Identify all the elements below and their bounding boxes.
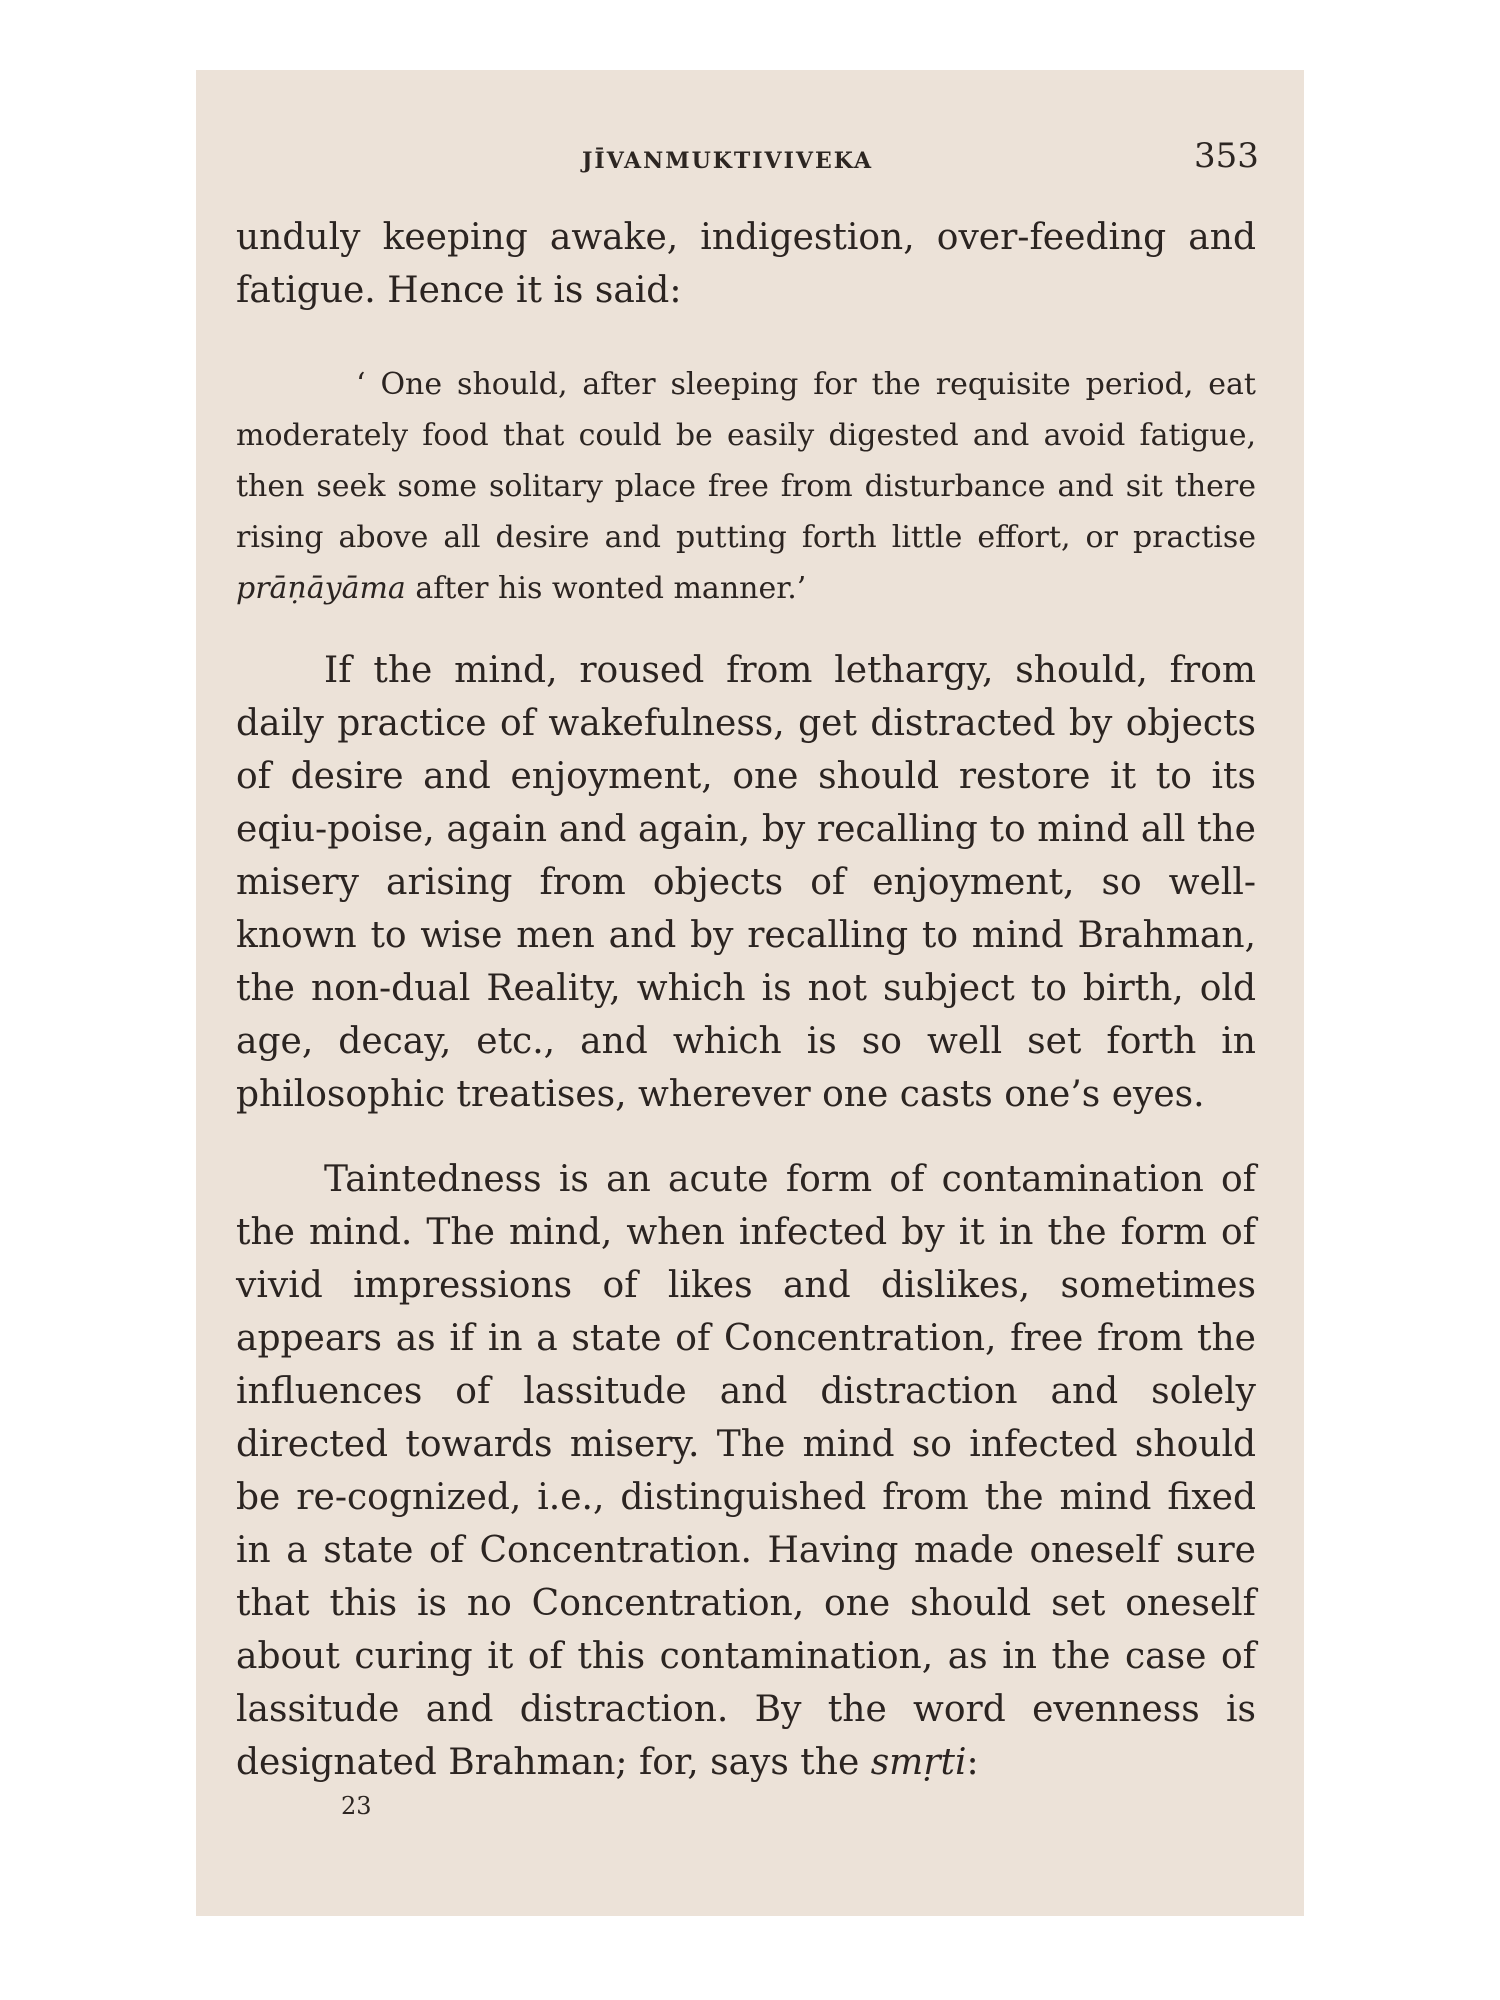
paragraph-wakefulness: If the mind, roused from lethargy, should, from daily practice of wakefulness, get distracted by objects of desire and enjoyment, one should restore it to its eqiu-poise, again and again, by recalling to mind all the misery arising from objects of enjoyment, so well-known to wise men and by recalling to mind Brahman, the non-dual Reality, which is not subject to birth, old age, decay, etc., and which is so well set forth in philosophic treatises, wherever one casts one’s eyes. [236,650,1256,1115]
signature-mark: 23 [341,1792,372,1820]
paragraph-taintedness [236,1153,1256,1789]
running-title: JĪVANMUKTIVIVEKA [582,148,874,174]
taintedness-text: Taintedness is an acute form of contamination of the mind. The mind, when infected by it in the form of vivid impressions of likes and dislikes, sometimes appears as if in a state of Concentration, free from the influences of lassitude and distraction and solely directed towards misery. The mind so infected should be re-cognized, i.e., distinguished from the mind fixed in a state of Concentration. Having made oneself sure that this is no Concentration, one should set oneself about curing it of this contamination, as in the case of lassitude and distraction. By the word evenness is designated Brahman; for, says the [236,1159,1256,1783]
page-number: 353 [1194,136,1259,176]
taintedness-text-end: : [966,1742,979,1783]
paragraph-continuation: unduly keeping awake, indigestion, over-feeding and fatigue. Hence it is said: [236,217,1256,311]
block-quote [236,359,1256,614]
book-page [196,70,1304,1916]
page-header [196,136,1304,176]
quote-sanskrit-term: prāṇāyāma [236,571,406,606]
quote-text-end: after his wonted manner.’ [405,571,807,606]
smrti-term: smṛti [870,1742,967,1783]
quote-text-start: ‘ One should, after sleeping for the requisite period, eat moderately food that could be easily digested and avoid fatigue, then seek some solitary place free from disturbance and sit there rising above all desire and putting forth little effort, or practise [236,367,1256,555]
